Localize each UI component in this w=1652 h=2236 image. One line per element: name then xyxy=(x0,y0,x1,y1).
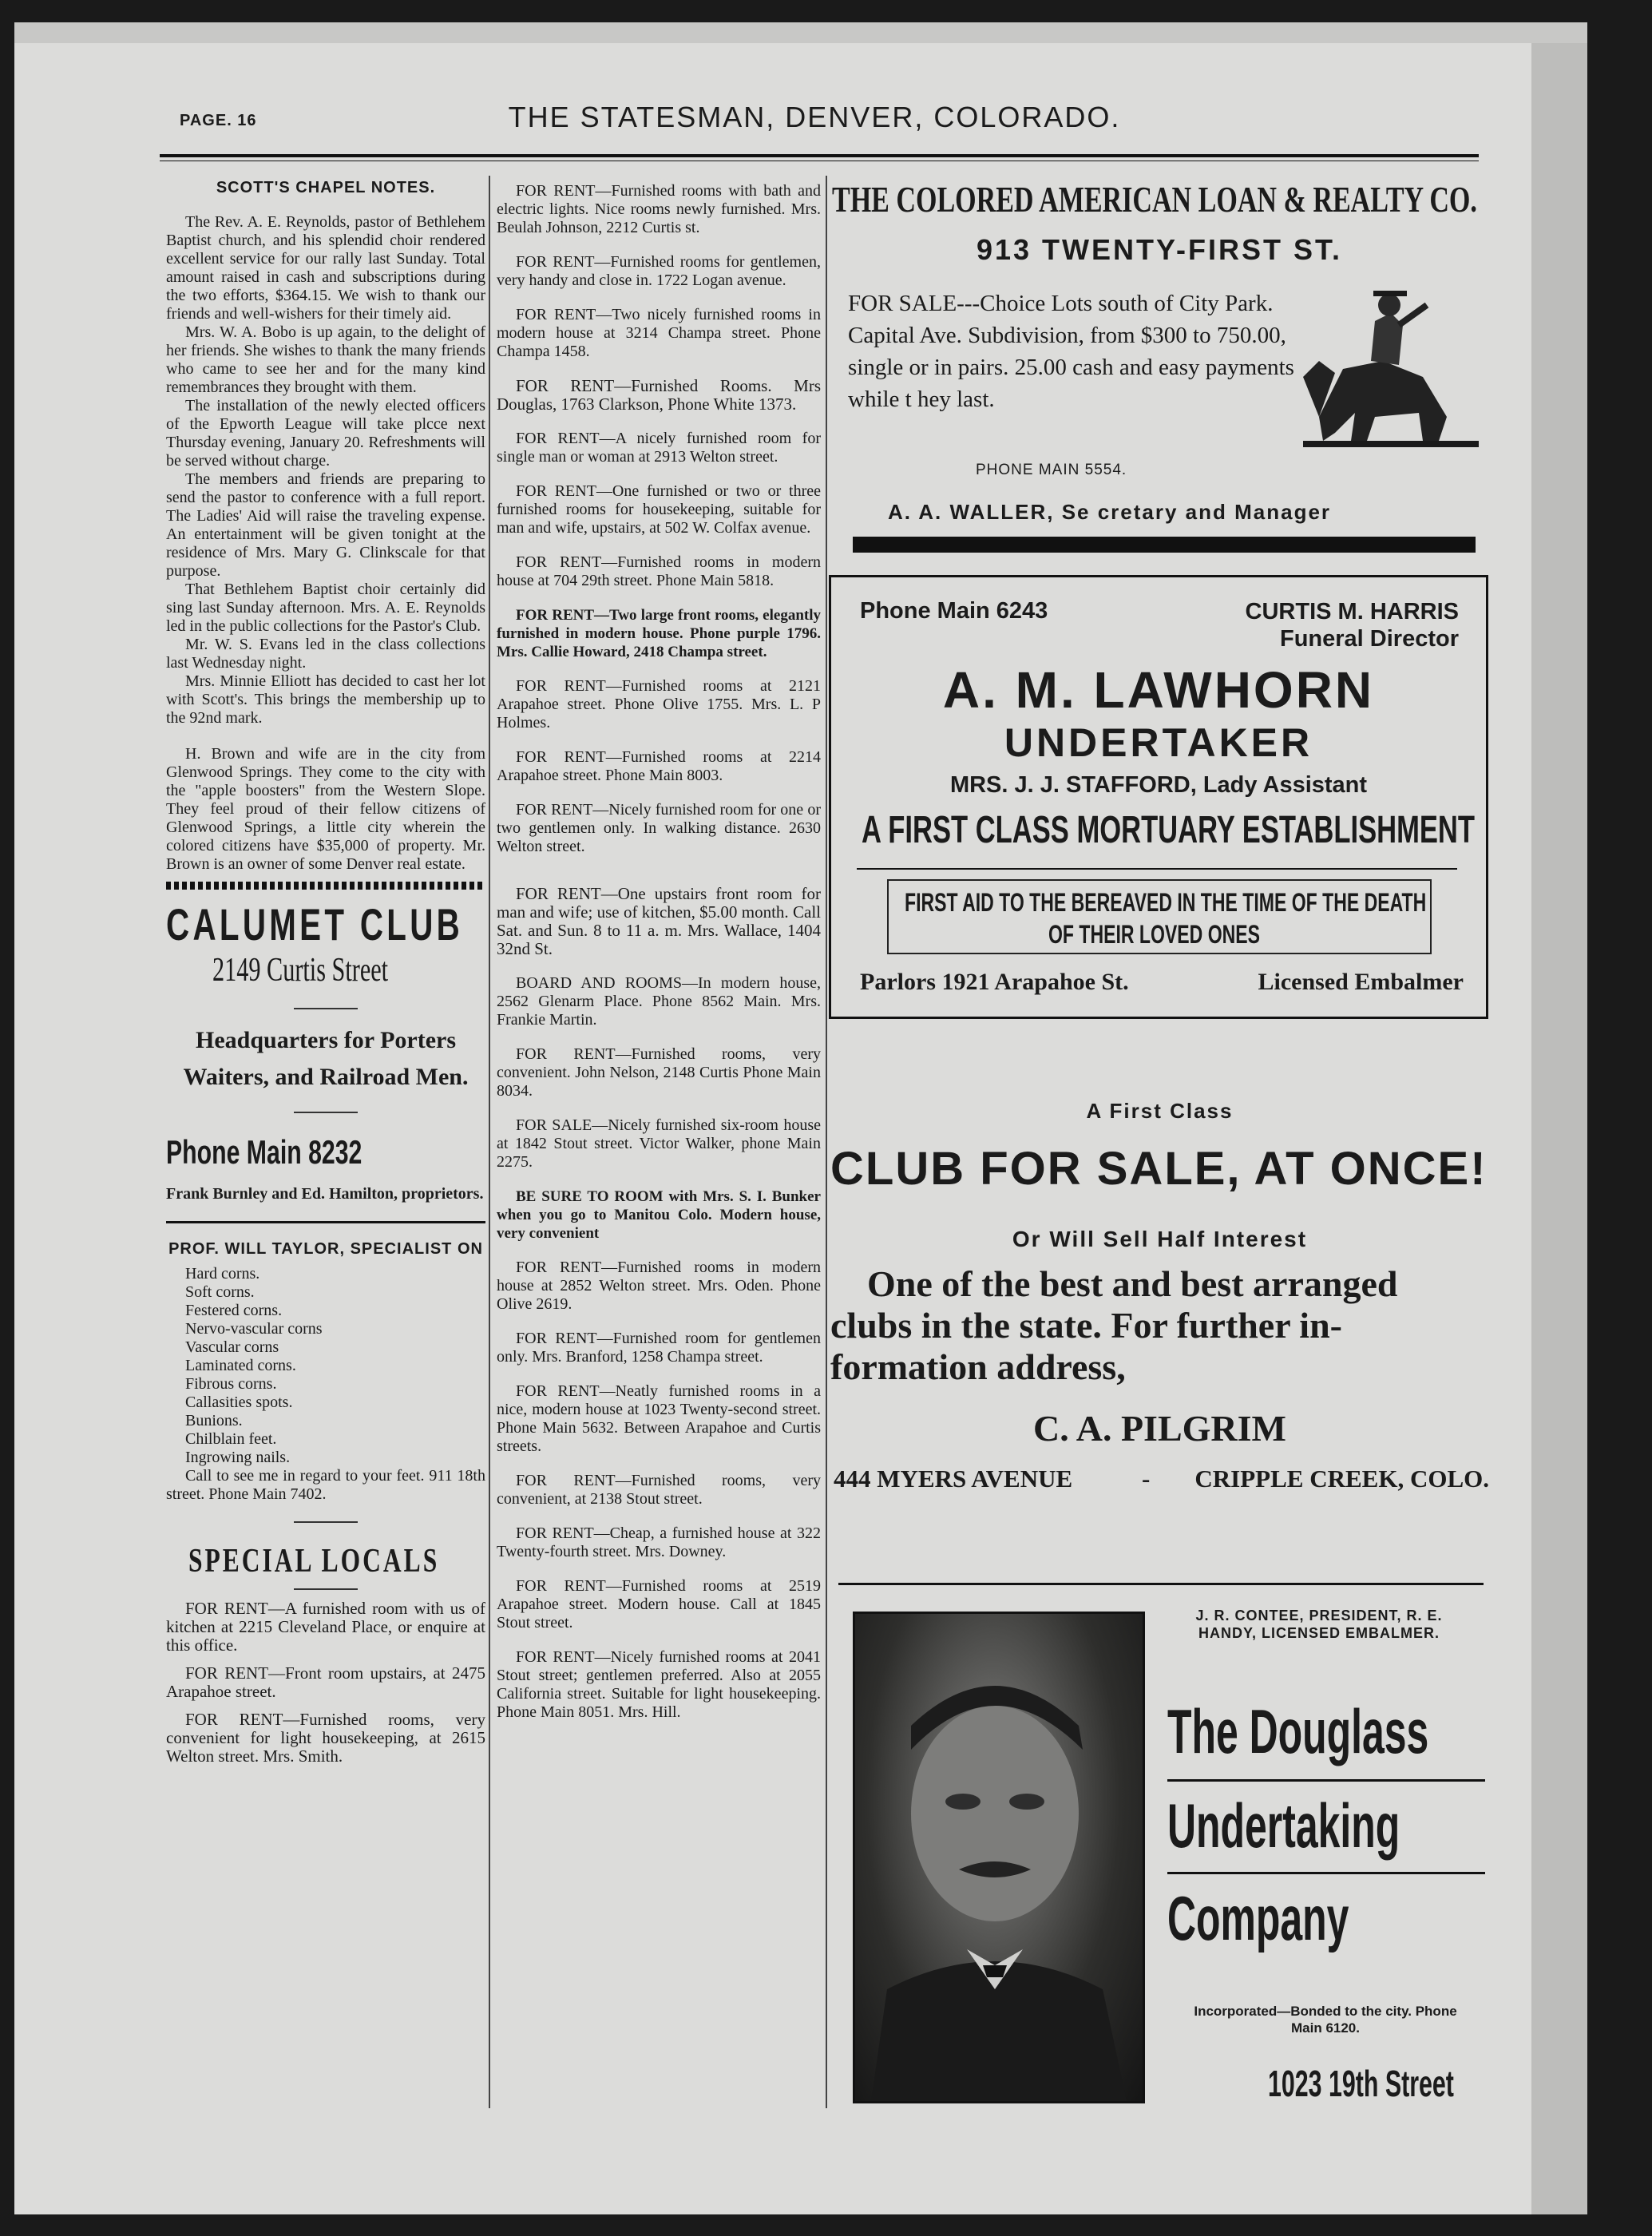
portrait-photo xyxy=(853,1612,1145,2103)
scotts-para: The Rev. A. E. Reynolds, pastor of Bethlehem Baptist church, and his splendid choir rendered excellent service for our rally last Sunday. Total amount raised in cash and subscriptions during the two efforts, $364.15. We wish to thank our friends and well-wishers for their timely aid. xyxy=(166,213,485,323)
separator xyxy=(294,1521,358,1523)
column-rule-1 xyxy=(489,176,490,2108)
classified-ad: FOR RENT—Furnished room for gentlemen only. Mrs. Branford, 1258 Champa street. xyxy=(497,1330,821,1366)
lawhorn-licensed: Licensed Embalmer xyxy=(1258,969,1464,995)
harris-block xyxy=(1246,598,1459,652)
ornament-rule xyxy=(166,882,485,890)
special-local-item: FOR RENT—Furnished rooms, very convenient for light housekeeping, at 2615 Welton street. Mrs. Smith. xyxy=(166,1710,485,1766)
taylor-item: Hard corns. xyxy=(185,1265,260,1283)
classified-ad: FOR RENT—Furnished rooms, very convenient, at 2138 Stout street. xyxy=(497,1472,821,1508)
classified-ad: FOR RENT—Furnished Rooms. Mrs Douglas, 1763 Clarkson, Phone White 1373. xyxy=(497,376,821,414)
page-top-edge xyxy=(14,22,1587,43)
column-2-classifieds xyxy=(497,182,821,1722)
loan-phone: PHONE MAIN 5554. xyxy=(976,462,1127,478)
page-edge-shadow xyxy=(1531,22,1587,2214)
club-city: CRIPPLE CREEK, COLO. xyxy=(1194,1465,1489,1493)
lawhorn-name: A. M. LAWHORN xyxy=(942,661,1375,719)
rider-on-horse-icon xyxy=(1287,281,1487,481)
classified-ad: BOARD AND ROOMS—In modern house, 2562 Glenarm Place. Phone 8562 Main. Mrs. Frankie Martin. xyxy=(497,974,821,1029)
harris-name: CURTIS M. HARRIS xyxy=(1245,599,1459,624)
paper-title: THE STATESMAN, DENVER, COLORADO. xyxy=(508,101,1121,133)
douglass-officers: J. R. CONTEE, PRESIDENT, R. E. HANDY, LICENSED EMBALMER. xyxy=(1195,1608,1443,1641)
page-number: PAGE. 16 xyxy=(180,112,257,129)
club-half-interest: Or Will Sell Half Interest xyxy=(1012,1227,1308,1251)
taylor-item: Festered corns. xyxy=(185,1302,283,1319)
douglass-top-rule xyxy=(838,1583,1484,1585)
taylor-item: Bunions. xyxy=(185,1412,243,1429)
loan-body: FOR SALE---Choice Lots south of City Park. Capital Ave. Subdivision, from $300 to 750.00, single or in pairs. 25.00 cash and easy payments while t hey last. xyxy=(848,291,1294,412)
douglass-name-rule xyxy=(1167,1872,1485,1874)
club-body xyxy=(830,1263,1489,1388)
douglass-name-line: Company xyxy=(1167,1883,1349,1953)
taylor-title: PROF. WILL TAYLOR, SPECIALIST ON xyxy=(168,1240,483,1258)
brown-para: H. Brown and wife are in the city from Glenwood Springs. They come to the city with the "apple boosters" from the Western Slope. They feel proud of their fellow citizens of Glenwood Springs, a little city wherein the colored citizens have $35,000 of property. Mr. Brown is an owner of some Denver real estate. xyxy=(166,745,485,873)
scotts-para: Mrs. Minnie Elliott has decided to cast her lot with Scott's. This brings the membership up to the 92nd mark. xyxy=(166,672,485,727)
calumet-hq-line: Headquarters for Porters xyxy=(195,1027,456,1053)
taylor-item: Chilblain feet. xyxy=(185,1430,277,1448)
column-rule-2 xyxy=(826,176,827,2108)
loan-manager: A. A. WALLER, Se cretary and Manager xyxy=(888,500,1332,524)
loan-title: THE COLORED AMERICAN LOAN & REALTY CO. xyxy=(832,179,1477,220)
taylor-item: Soft corns. xyxy=(185,1283,255,1301)
lawhorn-undertaker-ad xyxy=(829,575,1488,1019)
classified-ad: FOR RENT—Two large front rooms, elegantly furnished in modern house. Phone purple 1796. Mrs. Callie Howard, 2418 Champa street. xyxy=(497,607,821,660)
classified-ad: FOR RENT—Cheap, a furnished house at 322 Twenty-fourth street. Mrs. Downey. xyxy=(497,1524,821,1560)
lawhorn-parlors: Parlors 1921 Arapahoe St. xyxy=(860,969,1129,995)
taylor-item: Fibrous corns. xyxy=(185,1375,277,1393)
classified-ad: FOR RENT—Nicely furnished rooms at 2041 Stout street; gentlemen preferred. Also at 2055 California street. Suitable for light housekeeping. Phone Main 8051. Mrs. Hill. xyxy=(497,1648,821,1721)
classified-ad: FOR RENT—Furnished rooms for gentlemen, very handy and close in. 1722 Logan avenue. xyxy=(497,253,821,289)
classified-ad: BE SURE TO ROOM with Mrs. S. I. Bunker when you go to Manitou Colo. Modern house, very convenient xyxy=(497,1188,821,1242)
douglass-incorporated: Incorporated—Bonded to the city. Phone Main 6120. xyxy=(1194,2004,1457,2036)
scotts-para: Mrs. W. A. Bobo is up again, to the delight of her friends. She wishes to thank the many friends who came to see her and for the many kind remembrances they brought with them. xyxy=(166,323,485,396)
loan-bottom-bar xyxy=(853,537,1476,553)
masthead-rule xyxy=(160,154,1479,157)
club-contact: C. A. PILGRIM xyxy=(1033,1408,1286,1449)
classified-ad: FOR RENT—Furnished rooms, very convenient. John Nelson, 2148 Curtis Phone Main 8034. xyxy=(497,1045,821,1100)
classified-ad: FOR RENT—Furnished rooms in modern house at 2852 Welton street. Mrs. Oden. Phone Olive 2619. xyxy=(497,1259,821,1313)
first-aid-line: FIRST AID TO THE BEREAVED IN THE TIME OF THE DEATH xyxy=(905,888,1427,917)
separator xyxy=(294,1112,358,1113)
club-first-class: A First Class xyxy=(1086,1099,1234,1123)
calumet-phone: Phone Main 8232 xyxy=(166,1133,362,1171)
club-body-line: formation address, xyxy=(830,1346,1126,1387)
club-body-line: One of the best and best arranged xyxy=(867,1263,1398,1304)
taylor-item: Vascular corns xyxy=(185,1338,279,1356)
taylor-item: Nervo-vascular corns xyxy=(185,1320,323,1338)
classified-ad: FOR SALE—Nicely furnished six-room house at 1842 Stout street. Victor Walker, phone Main 2275. xyxy=(497,1116,821,1171)
lawhorn-rule xyxy=(857,868,1457,870)
taylor-item: Laminated corns. xyxy=(185,1357,296,1374)
club-headline: CLUB FOR SALE, AT ONCE! xyxy=(830,1143,1488,1195)
classified-ad: FOR RENT—Neatly furnished rooms in a nice, modern house at 1023 Twenty-second street. Phone Main 5632. Between Arapahoe and Curtis streets. xyxy=(497,1382,821,1455)
classified-ad: FOR RENT—Nicely furnished room for one or two gentlemen only. In walking distance. 2630 Welton street. xyxy=(497,801,821,855)
harris-title: Funeral Director xyxy=(1280,626,1459,652)
calumet-proprietors: Frank Burnley and Ed. Hamilton, proprietors. xyxy=(166,1185,484,1203)
classified-ad: FOR RENT—Furnished rooms with bath and electric lights. Nice rooms newly furnished. Mrs. Beulah Johnson, 2212 Curtis st. xyxy=(497,182,821,236)
taylor-list xyxy=(185,1265,485,1467)
masthead xyxy=(160,94,1469,142)
scotts-chapel-notes xyxy=(166,213,485,874)
separator xyxy=(294,1588,358,1590)
lawhorn-role: UNDERTAKER xyxy=(1004,720,1313,765)
scotts-chapel-title: SCOTT'S CHAPEL NOTES. xyxy=(216,179,436,196)
classified-ad: FOR RENT—Two nicely furnished rooms in modern house at 3214 Champa street. Phone Champa 1458. xyxy=(497,306,821,360)
calumet-headquarters xyxy=(166,1022,485,1096)
first-aid-line: OF THEIR LOVED ONES xyxy=(1048,920,1260,949)
classified-ad: FOR RENT—One upstairs front room for man and wife; use of kitchen, $5.00 month. Call Sat. and Sun. 8 to 11 a. m. Mrs. Wallace, 1404 32nd St. xyxy=(497,884,821,958)
calumet-hq-line: Waiters, and Railroad Men. xyxy=(183,1064,469,1090)
taylor-item: Ingrowing nails. xyxy=(185,1449,291,1466)
classified-ad: FOR RENT—Furnished rooms at 2519 Arapahoe street. Modern house. Call at 1845 Stout street. xyxy=(497,1577,821,1631)
loan-address: 913 TWENTY-FIRST ST. xyxy=(976,233,1343,266)
calumet-club-name: CALUMET CLUB xyxy=(166,899,464,950)
special-locals-title: SPECIAL LOCALS xyxy=(188,1543,440,1580)
calumet-address: 2149 Curtis Street xyxy=(212,952,389,989)
club-body-line: clubs in the state. For further in- xyxy=(830,1305,1342,1346)
taylor-call: Call to see me in regard to your feet. 911 18th street. Phone Main 7402. xyxy=(166,1467,485,1503)
separator xyxy=(294,1008,358,1009)
section-rule xyxy=(166,1221,485,1223)
classified-ad: FOR RENT—One furnished or two or three furnished rooms for housekeeping, suitable for man and wife, upstairs, at 502 W. Colfax avenue. xyxy=(497,482,821,537)
club-for-sale-ad xyxy=(830,1099,1489,1514)
loan-realty-ad xyxy=(832,177,1487,561)
club-dash: - xyxy=(1142,1465,1151,1493)
first-aid-box xyxy=(887,879,1432,954)
classified-ad: FOR RENT—A nicely furnished room for single man or woman at 2913 Welton street. xyxy=(497,430,821,466)
special-local-item: FOR RENT—Front room upstairs, at 2475 Arapahoe street. xyxy=(166,1663,485,1701)
classified-ad: FOR RENT—Furnished rooms at 2214 Arapahoe street. Phone Main 8003. xyxy=(497,748,821,784)
club-address: 444 MYERS AVENUE xyxy=(834,1465,1073,1493)
portrait-figure-icon xyxy=(855,1614,1143,2101)
special-local-item: FOR RENT—A furnished room with us of kitchen at 2215 Cleveland Place, or enquire at this office. xyxy=(166,1599,485,1655)
lawhorn-phone: Phone Main 6243 xyxy=(860,598,1048,624)
classified-ad: FOR RENT—Furnished rooms in modern house at 704 29th street. Phone Main 5818. xyxy=(497,553,821,589)
scotts-para: That Bethlehem Baptist choir certainly did sing last Sunday afternoon. Mrs. A. E. Reynolds led in the public collections for the Pastor's Club. xyxy=(166,581,485,635)
lawhorn-slogan: A FIRST CLASS MORTUARY ESTABLISHMENT xyxy=(862,809,1476,851)
taylor-item: Callasities spots. xyxy=(185,1394,293,1411)
column-1 xyxy=(166,179,485,1766)
lawhorn-assistant: MRS. J. J. STAFFORD, Lady Assistant xyxy=(949,772,1368,798)
scotts-para: The installation of the newly elected officers of the Epworth League will take plcce next Thursday evening, January 20. Refreshments will be served without charge. xyxy=(166,397,485,470)
scotts-para: The members and friends are preparing to send the pastor to conference with a full report. The Ladies' Aid will raise the traveling expense. An entertainment will be given tonight at the residence of Mrs. Mary G. Clinkscale for that purpose. xyxy=(166,470,485,580)
douglass-name-line: Undertaking xyxy=(1167,1790,1400,1861)
douglass-address: 1023 19th Street xyxy=(1268,2063,1454,2104)
douglass-name-rule xyxy=(1167,1779,1485,1782)
special-locals-list xyxy=(166,1600,485,1766)
scotts-para: Mr. W. S. Evans led in the class collections last Wednesday night. xyxy=(166,636,485,672)
douglass-name-line: The Douglass xyxy=(1167,1696,1429,1766)
classified-ad: FOR RENT—Furnished rooms at 2121 Arapahoe street. Phone Olive 1755. Mrs. L. P Holmes. xyxy=(497,677,821,731)
